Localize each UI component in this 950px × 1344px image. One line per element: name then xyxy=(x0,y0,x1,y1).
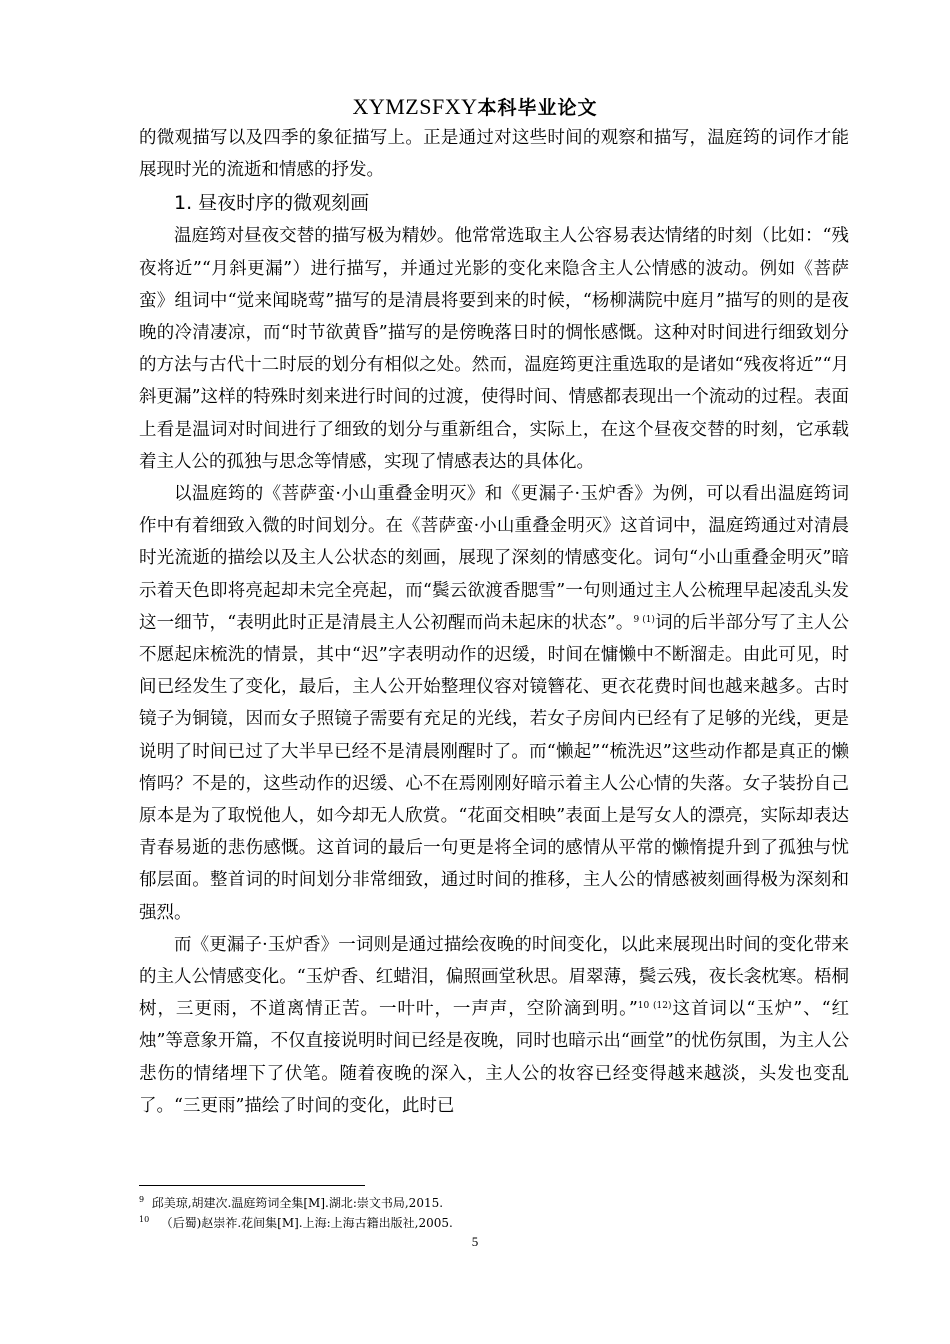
paragraph-2-part-b: 词的后半部分写了主人公不愿起床梳洗的情景，其中“迟”字表明动作的迟缓，时间在慵懒中不断溜走。由此可见，时间已经发生了变化，最后，主人公开始整理仪容对镜簪花、更衣花费时间也越来越多。古时镜子为铜镜，因而女子照镜子需要有充足的光线，若女子房间内已经有了足够的光线，更是说明了时间已过了大半早已经不是清晨刚醒时了。而“懒起”“梳洗迟”这些动作都是真正的懒惰吗？不是的，这些动作的迟缓、心不在焉刚刚好暗示着主人公心情的失落。女子装扮自己原本是为了取悦他人，如今却无人欣赏。“花面交相映”表面上是写女人的漂亮，实际却表达青春易逝的悲伤感慨。这首词的最后一句更是将全词的感情从平常的懒惰提升到了孤独与忧郁层面。整首词的时间划分非常细致，通过时间的推移，主人公的情感被刻画得极为深刻和强烈。 xyxy=(139,612,849,923)
footnote-ref-9[interactable]: 9 (1) xyxy=(633,614,655,625)
footnote-divider xyxy=(139,1185,365,1186)
section-heading: 1. 昼夜时序的微观刻画 xyxy=(174,192,370,215)
body-text xyxy=(139,122,849,1122)
footnote-text: （后蜀)赵崇祚.花间集[M].上海:上海古籍出版社,2005. xyxy=(160,1216,453,1230)
paragraph-1: 温庭筠对昼夜交替的描写极为精妙。他常常选取主人公容易表达情绪的时刻（比如：“残夜将近”“月斜更漏”）进行描写，并通过光影的变化来隐含主人公情感的波动。例如《菩萨蛮》组词中“觉来闻晓莺”描写的是清晨将要到来的时候，“杨柳满院中庭月”描写的则的是夜晚的冷清凄凉，而“时节欲黄昏”描写的是傍晚落日时的惆怅感慨。这种对时间进行细致划分的方法与古代十二时辰的划分有相似之处。然而，温庭筠更注重选取的是诸如“残夜将近”“月斜更漏”这样的特殊时刻来进行时间的过渡，使得时间、情感都表现出一个流动的过程。表面上看是温词对时间进行了细致的划分与重新组合，实际上，在这个昼夜交替的时刻，它承载着主人公的孤独与思念等情感，实现了情感表达的具体化。 xyxy=(139,226,849,472)
paragraph-3 xyxy=(139,929,849,1122)
page-number: 5 xyxy=(471,1234,479,1249)
header-latin: XYMZSFXY xyxy=(352,94,478,119)
paragraph-continuation: 的微观描写以及四季的象征描写上。正是通过对这些时间的观察和描写，温庭筠的词作才能展现时光的流逝和情感的抒发。 xyxy=(139,128,849,181)
paragraph-2 xyxy=(139,478,849,929)
footnote-item xyxy=(139,1213,849,1233)
footnote-ref-10[interactable]: 10 (12) xyxy=(637,1001,672,1012)
paragraph-3-part-b: 这首词以“玉炉”、“红烛”等意象开篇，不仅直接说明时间已经是夜晚，同时也暗示出“画堂”的忧伤氛围，为主人公悲伤的情绪埋下了伏笔。随着夜晚的深入，主人公的妆容已经变得越来越淡，头发也变乱了。“三更雨”描绘了时间的变化，此时已 xyxy=(139,999,849,1116)
page-header xyxy=(0,94,950,121)
footnote-text: 邱美琼,胡建次.温庭筠词全集[M].湖北:崇文书局,2015. xyxy=(151,1196,444,1210)
footnote-mark: 10 xyxy=(139,1215,150,1224)
footnotes xyxy=(139,1193,849,1233)
paragraph-3-part-a: 而《更漏子·玉炉香》一词则是通过描绘夜晚的时间变化，以此来展现出时间的变化带来的主人公情感变化。“玉炉香、红蜡泪，偏照画堂秋思。眉翠薄，鬓云残，夜长衾枕寒。梧桐树，三更雨，不道离情正苦。一叶叶，一声声，空阶滴到明。” xyxy=(139,934,849,1020)
header-title: 本科毕业论文 xyxy=(477,97,598,119)
paragraph-2-part-a: 以温庭筠的《菩萨蛮·小山重叠金明灭》和《更漏子·玉炉香》为例，可以看出温庭筠词作中有着细致入微的时间划分。在《菩萨蛮·小山重叠金明灭》这首词中，温庭筠通过对清晨时光流逝的描绘以及主人公状态的刻画，展现了深刻的情感变化。词句“小山重叠金明灭”暗示着天色即将亮起却未完全亮起，而“鬓云欲渡香腮雪”一句则通过主人公梳理早起凌乱头发这一细节，“表明此时正是清晨主人公初醒而尚未起床的状态”。 xyxy=(139,484,849,633)
footnote-item xyxy=(139,1193,849,1213)
footnote-mark: 9 xyxy=(139,1195,145,1204)
